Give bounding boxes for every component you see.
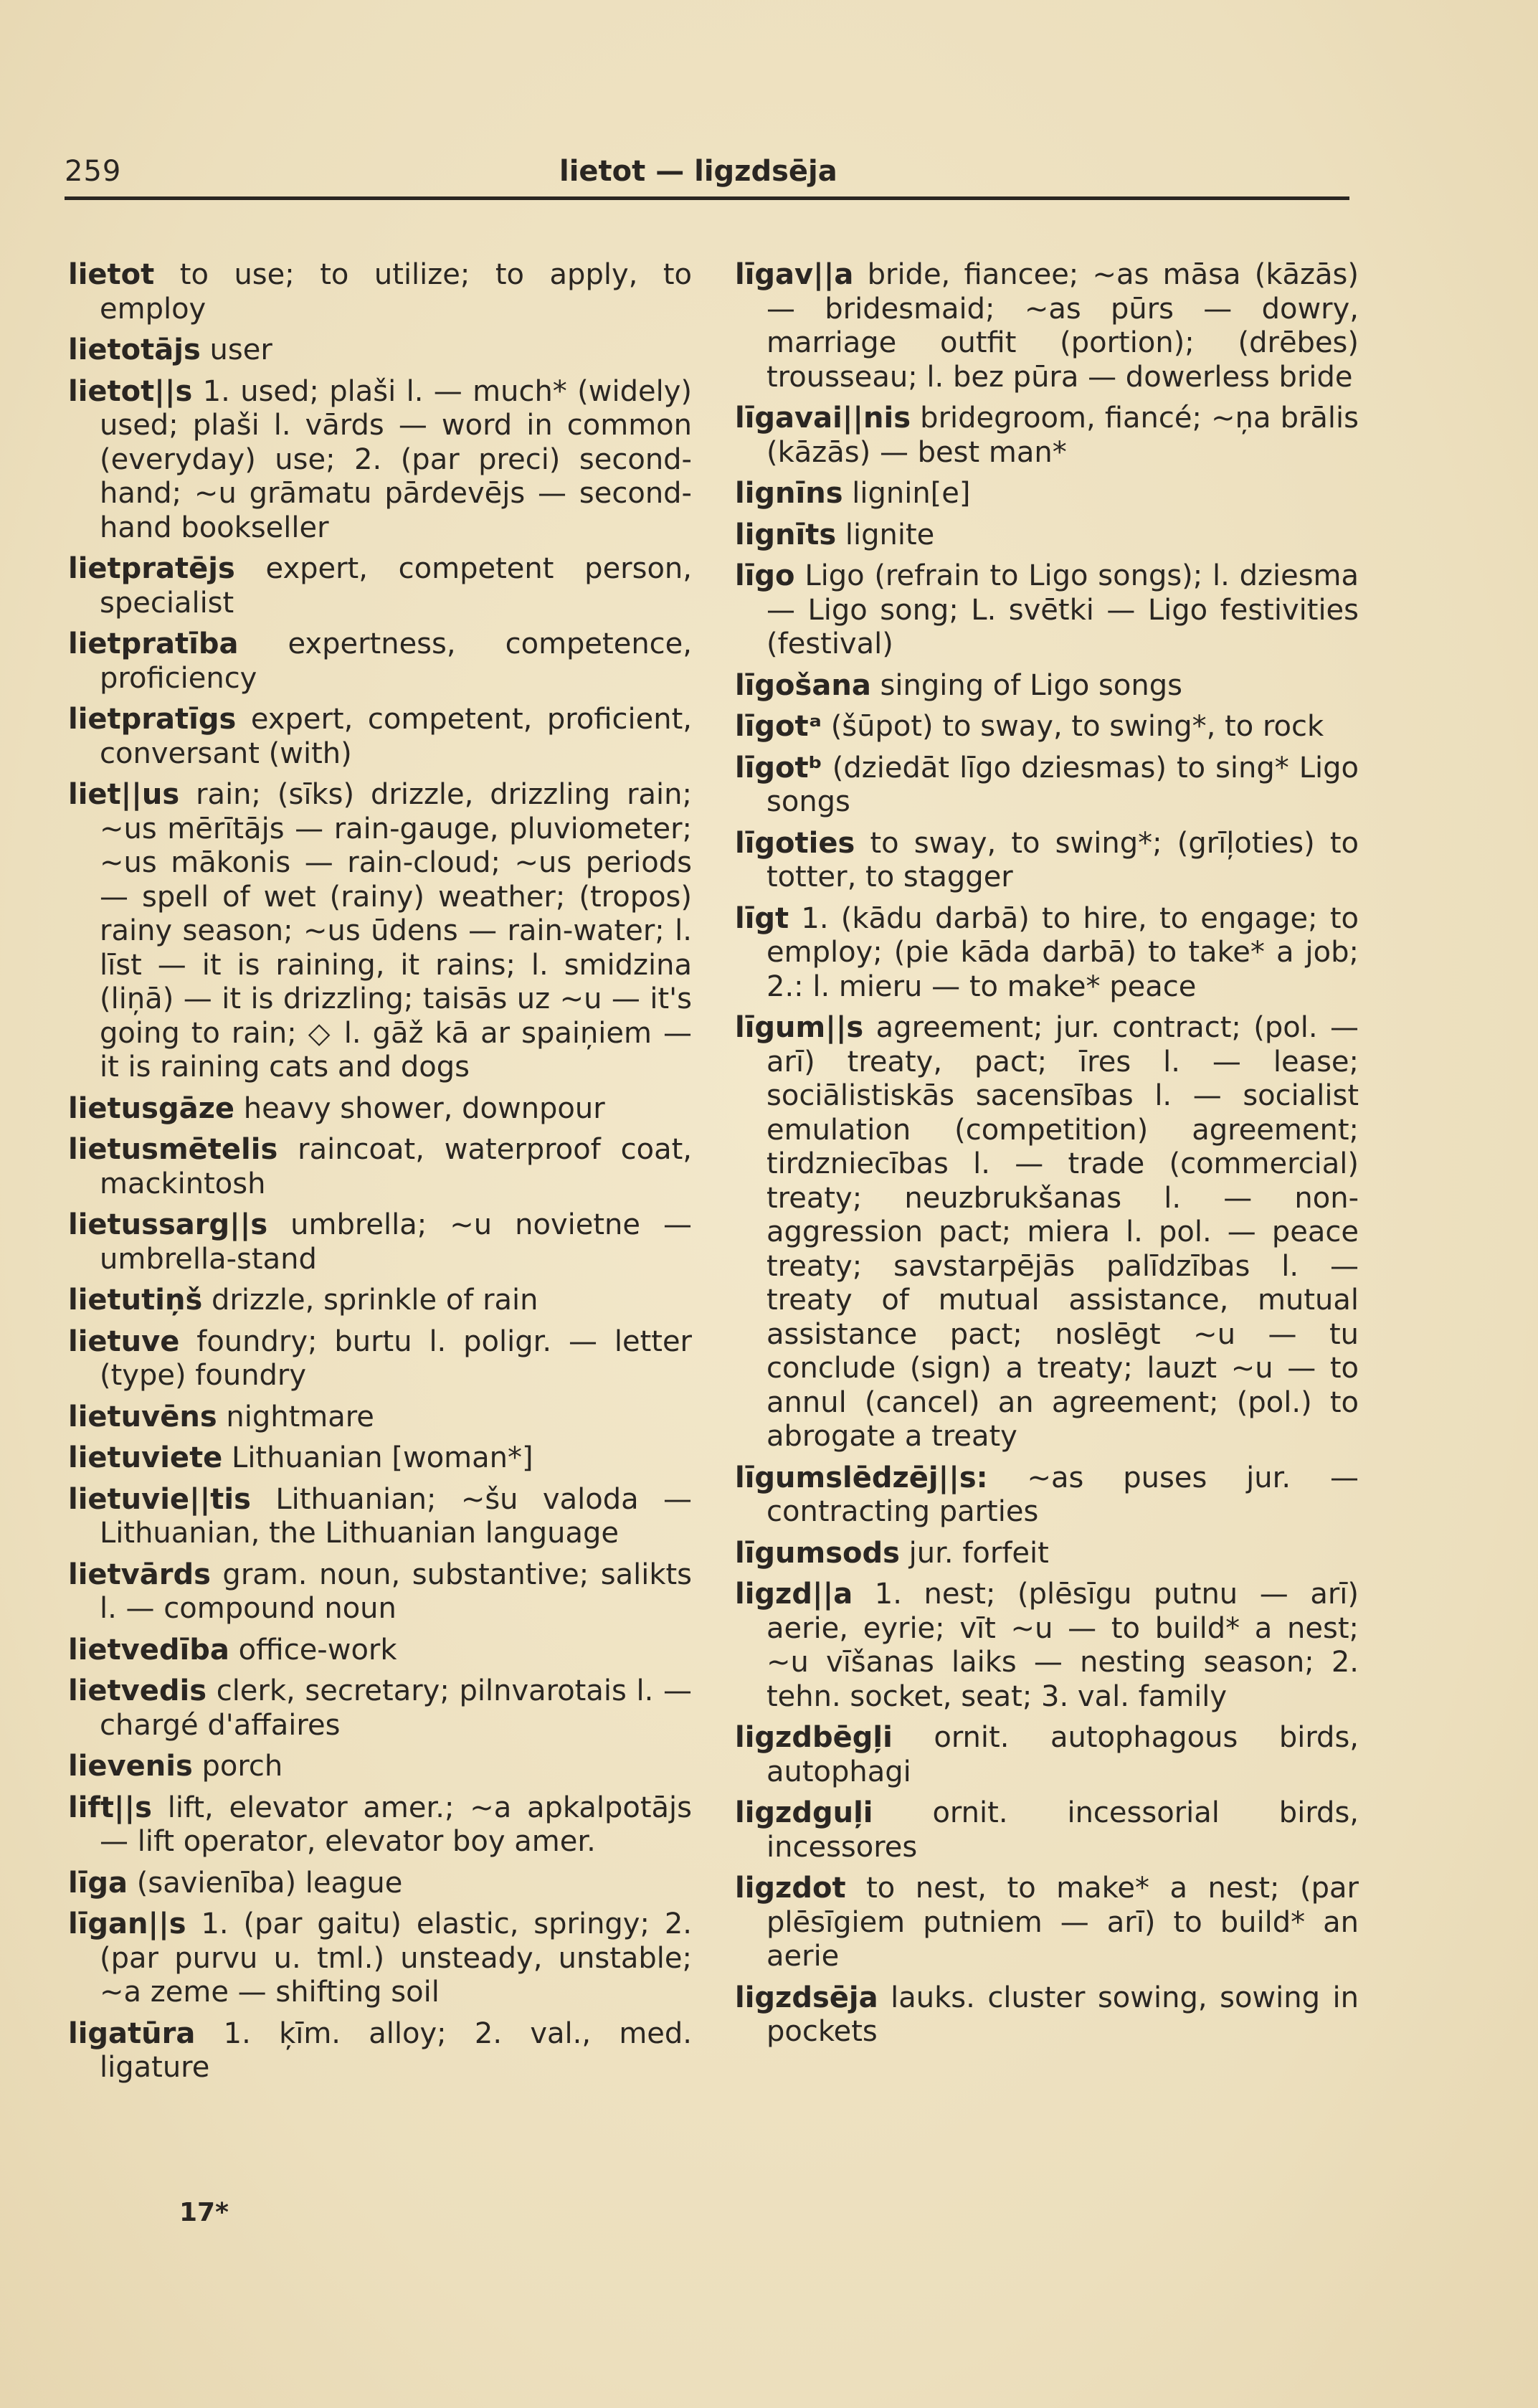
entry-definition: (savienība) league bbox=[136, 1866, 403, 1900]
dictionary-entry bbox=[735, 402, 1359, 470]
entry-definition: foundry; burtu l. poligr. — letter (type) foundry bbox=[100, 1324, 692, 1392]
entry-definition: to nest, to make* a nest; (par plēsīgiem putniem — arī) to build* an aerie bbox=[766, 1872, 1359, 1973]
dictionary-entry bbox=[735, 1011, 1359, 1454]
entry-definition: umbrella; ~u novietne — umbrella-stand bbox=[100, 1208, 692, 1276]
entry-definition: (šūpot) to sway, to swing*, to rock bbox=[830, 710, 1324, 743]
entry-headword: ligzdguļi bbox=[735, 1796, 873, 1829]
dictionary-entry bbox=[735, 669, 1359, 703]
entry-definition: office-work bbox=[238, 1633, 397, 1667]
entry-headword: līgav||a bbox=[735, 258, 854, 291]
entry-headword: lietvārds bbox=[68, 1558, 211, 1591]
dictionary-entry bbox=[735, 1537, 1359, 1571]
dictionary-entry bbox=[735, 1981, 1359, 2049]
dictionary-entry bbox=[735, 827, 1359, 895]
entry-headword: lietpratība bbox=[68, 627, 239, 660]
entry-definition: 1. ķīm. alloy; 2. val., med. ligature bbox=[100, 2016, 692, 2084]
entry-definition: nightmare bbox=[226, 1400, 374, 1433]
entry-definition: Ligo (refrain to Ligo songs); l. dziesma — Ligo song; L. svētki — Ligo festivities (festival) bbox=[766, 559, 1359, 660]
entry-headword: ligzd||a bbox=[735, 1578, 853, 1611]
entry-headword: līgošana bbox=[735, 668, 871, 702]
entry-headword: lievenis bbox=[68, 1750, 193, 1783]
entry-headword: lietuviete bbox=[68, 1441, 223, 1474]
dictionary-entry bbox=[68, 1791, 692, 1859]
dictionary-entry bbox=[735, 518, 1359, 553]
dictionary-entry bbox=[68, 627, 692, 696]
entry-definition: to use; to utilize; to apply, to employ bbox=[100, 258, 692, 326]
entry-definition: expertness, competence, proficiency bbox=[100, 627, 692, 695]
entry-headword: līga bbox=[68, 1866, 128, 1900]
entry-definition: rain; (sīks) drizzle, drizzling rain; ~us mērītājs — rain-gauge, pluviometer; ~us mākonis — rain-cloud; ~us periods — spell of wet (rainy) weather; (tropos) rainy season; ~us ūdens — rain-water; l. līst — it is raining, it rains; l. smidzina (liņā) — it is drizzling; taisās uz ~u — it's going to rain; ◇ l. gāž kā ar spaiņiem — it is raining cats and dogs bbox=[100, 778, 692, 1084]
dictionary-entry bbox=[68, 1284, 692, 1318]
entry-headword: lietuvie||tis bbox=[68, 1482, 251, 1516]
dictionary-entry bbox=[735, 1721, 1359, 1789]
dictionary-entry bbox=[68, 1867, 692, 1901]
entry-headword: līgo bbox=[735, 559, 795, 592]
entry-definition: gram. noun, substantive; salikts l. — compound noun bbox=[100, 1558, 693, 1625]
dictionary-entry bbox=[68, 258, 692, 326]
entry-definition: lignite bbox=[845, 518, 935, 551]
entry-definition: lauks. cluster sowing, sowing in pockets bbox=[766, 1981, 1359, 2048]
entry-headword: lietussarg||s bbox=[68, 1208, 268, 1241]
entry-definition: agreement; jur. contract; (pol. — arī) treaty, pact; īres l. — lease; sociālistiskās sacensības l. — socialist emulation (competition) agreement; tirdzniecības l. — trade (commercial) treaty; neuzbrukšanas l. — non-aggression pact; miera l. pol. — peace treaty; savstarpējās palīdzības l. — treaty of mutual assistance, mutual assistance pact; noslēgt ~u — tu conclude (sign) a treaty; lauzt ~u — to annul (cancel) an agreement; (pol.) to abrogate a treaty bbox=[766, 1011, 1359, 1453]
entry-headword: līgoties bbox=[735, 826, 855, 860]
dictionary-entry bbox=[735, 559, 1359, 662]
entry-headword: ligzdsēja bbox=[735, 1981, 878, 2014]
entry-definition: ~as puses jur. — contracting parties bbox=[766, 1461, 1359, 1528]
entry-definition: to sway, to swing*; (grīļoties) to totter, to stagger bbox=[766, 826, 1359, 893]
header-rule bbox=[65, 196, 1349, 200]
entry-definition: lignin[e] bbox=[852, 477, 971, 510]
signature-mark: 17* bbox=[179, 2198, 229, 2227]
entry-headword: līgum||s bbox=[735, 1011, 864, 1044]
entry-headword: lift||s bbox=[68, 1791, 152, 1824]
dictionary-entry bbox=[68, 1133, 692, 1201]
left-column bbox=[68, 258, 692, 2092]
entry-definition: raincoat, waterproof coat, mackintosh bbox=[100, 1133, 692, 1200]
dictionary-entry bbox=[735, 1578, 1359, 1714]
entry-headword: lietuvēns bbox=[68, 1400, 217, 1433]
entry-headword: lietusgāze bbox=[68, 1091, 234, 1125]
entry-definition: bridegroom, fiancé; ~ņa brālis (kāzās) — best man* bbox=[766, 402, 1359, 469]
dictionary-entry bbox=[68, 375, 692, 546]
dictionary-entry bbox=[735, 1461, 1359, 1530]
dictionary-entry bbox=[68, 1674, 692, 1743]
entry-definition: Lithuanian; ~šu valoda — Lithuanian, the Lithuanian language bbox=[100, 1482, 693, 1550]
dictionary-entry bbox=[68, 333, 692, 368]
entry-headword: liet||us bbox=[68, 778, 180, 811]
dictionary-entry bbox=[68, 2017, 692, 2085]
dictionary-entry bbox=[68, 1208, 692, 1276]
entry-definition: expert, competent person, specialist bbox=[100, 552, 692, 620]
entry-headword: ligzdot bbox=[735, 1872, 846, 1905]
entry-definition: 1. nest; (plēsīgu putnu — arī) aerie, eyrie; vīt ~u — to build* a nest; ~u vīšanas laiks — nesting season; 2. tehn. socket, seat; 3. val. family bbox=[766, 1578, 1359, 1713]
entry-headword: lietvedis bbox=[68, 1674, 207, 1707]
entry-definition: 1. (kādu darbā) to hire, to engage; to employ; (pie kāda darbā) to take* a job; 2.: l. mieru — to make* peace bbox=[766, 901, 1359, 1003]
entry-definition: Lithuanian [woman*] bbox=[232, 1441, 533, 1474]
entry-definition: user bbox=[209, 333, 272, 366]
entry-headword: lietot bbox=[68, 258, 155, 291]
entry-definition: (dziedāt līgo dziesmas) to sing* Ligo songs bbox=[766, 751, 1359, 818]
entry-headword: lietotājs bbox=[68, 333, 201, 366]
entry-definition: 1. (par gaitu) elastic, springy; 2. (par purvu u. tml.) unsteady, unstable; ~a zeme — shifting soil bbox=[100, 1907, 692, 2009]
entry-definition: clerk, secretary; pilnvarotais l. — chargé d'affaires bbox=[100, 1674, 692, 1742]
entry-definition: ornit. incessorial birds, incessores bbox=[766, 1796, 1359, 1864]
entry-headword: līgt bbox=[735, 901, 789, 935]
entry-definition: expert, competent, proficient, conversant (with) bbox=[100, 703, 692, 770]
dictionary-entry bbox=[735, 1796, 1359, 1864]
entry-definition: jur. forfeit bbox=[908, 1536, 1049, 1570]
entry-definition: ornit. autophagous birds, autophagi bbox=[766, 1721, 1359, 1788]
entry-headword: līgotᵇ bbox=[735, 751, 822, 785]
entry-definition: heavy shower, downpour bbox=[243, 1091, 605, 1125]
entry-definition: bride, fiancee; ~as māsa (kāzās) — bridesmaid; ~as pūrs — dowry, marriage outfit (portion); (drēbes) trousseau; l. bez pūra — dowerless bride bbox=[766, 258, 1359, 394]
entry-headword: lietusmētelis bbox=[68, 1133, 278, 1166]
page-header bbox=[65, 148, 1349, 195]
entry-definition: lift, elevator amer.; ~a apkalpotājs — lift operator, elevator boy amer. bbox=[100, 1791, 692, 1858]
dictionary-entry bbox=[68, 778, 692, 1085]
entry-headword: ligzdbēgļi bbox=[735, 1721, 893, 1754]
entry-definition: drizzle, sprinkle of rain bbox=[211, 1284, 538, 1317]
entry-headword: lietpratīgs bbox=[68, 703, 237, 736]
dictionary-entry bbox=[68, 1558, 692, 1626]
entry-headword: līgan||s bbox=[68, 1907, 186, 1940]
dictionary-entry bbox=[68, 1483, 692, 1551]
dictionary-entry bbox=[68, 552, 692, 620]
entry-headword: līgavai||nis bbox=[735, 402, 911, 435]
entry-headword: lignīns bbox=[735, 477, 843, 510]
right-column bbox=[735, 258, 1359, 2057]
entry-headword: līgumslēdzēj||s: bbox=[735, 1461, 988, 1494]
entry-headword: lietutiņš bbox=[68, 1284, 203, 1317]
dictionary-entry bbox=[735, 902, 1359, 1005]
entry-headword: lietpratējs bbox=[68, 552, 235, 585]
dictionary-entry bbox=[68, 1750, 692, 1784]
entry-definition: singing of Ligo songs bbox=[880, 668, 1182, 702]
dictionary-entry bbox=[735, 1872, 1359, 1974]
dictionary-entry bbox=[735, 258, 1359, 394]
dictionary-entry bbox=[735, 710, 1359, 744]
entry-headword: lietuve bbox=[68, 1324, 180, 1358]
entry-definition: porch bbox=[201, 1750, 283, 1783]
dictionary-entry bbox=[68, 1441, 692, 1476]
page-number: 259 bbox=[65, 155, 122, 188]
dictionary-entry bbox=[68, 1634, 692, 1668]
running-head: lietot — ligzdsēja bbox=[559, 155, 837, 188]
dictionary-entry bbox=[68, 1907, 692, 2010]
entry-headword: lignīts bbox=[735, 518, 837, 551]
entry-headword: ligatūra bbox=[68, 2016, 196, 2050]
dictionary-entry bbox=[735, 752, 1359, 820]
entry-definition: 1. used; plaši l. — much* (widely) used; plaši l. vārds — word in common (everyday) use; 2. (par preci) second-hand; ~u grāmatu pārdevējs — second-hand bookseller bbox=[100, 374, 693, 544]
dictionary-entry bbox=[68, 1092, 692, 1127]
entry-headword: līgumsods bbox=[735, 1536, 900, 1570]
entry-headword: līgotᵃ bbox=[735, 710, 822, 743]
entry-headword: lietot||s bbox=[68, 374, 193, 408]
dictionary-entry bbox=[68, 703, 692, 771]
dictionary-entry bbox=[68, 1325, 692, 1393]
dictionary-entry bbox=[735, 477, 1359, 511]
entry-headword: lietvedība bbox=[68, 1633, 229, 1667]
dictionary-entry bbox=[68, 1400, 692, 1435]
